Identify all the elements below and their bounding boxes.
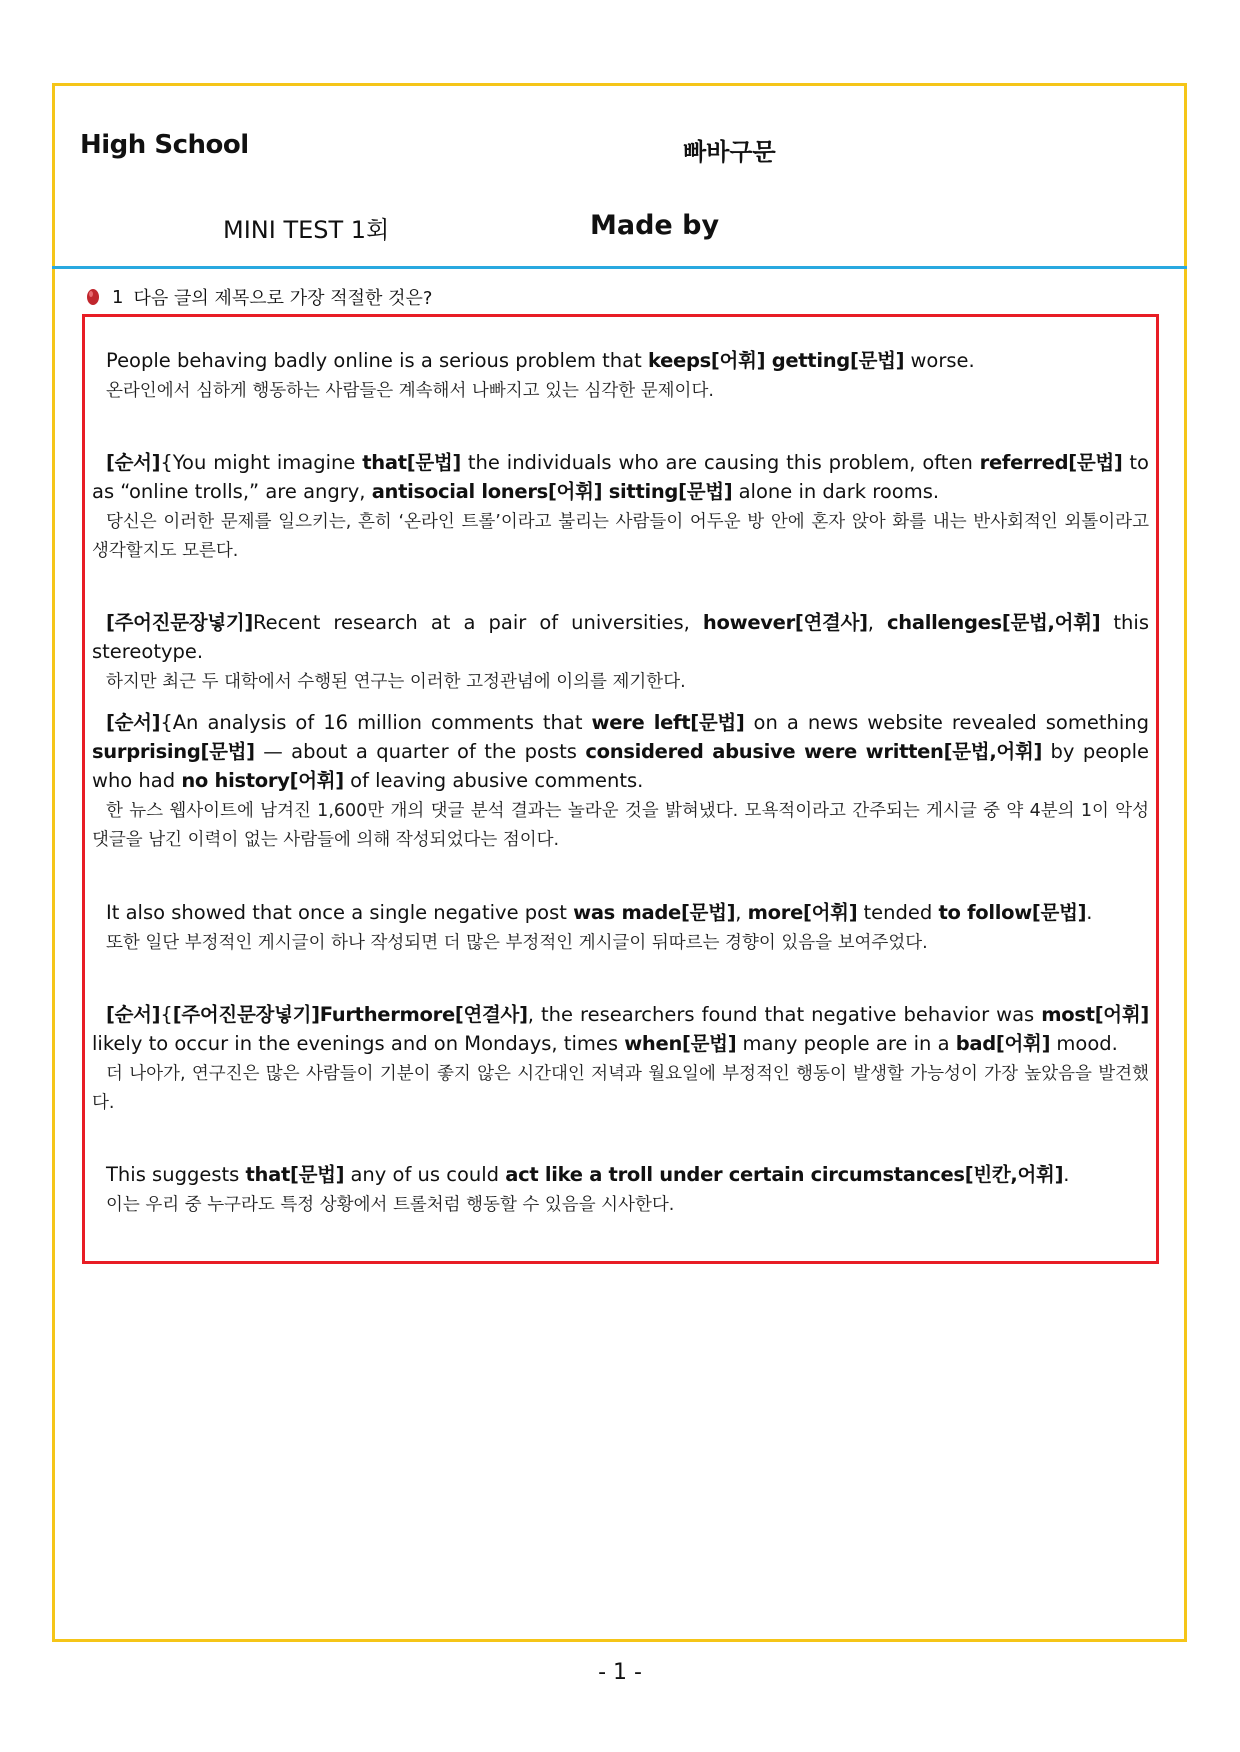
- paragraph-korean: 이는 우리 중 누구라도 특정 상황에서 트롤처럼 행동할 수 있음을 시사한다.: [106, 1195, 675, 1215]
- sentence-text: of leaving abusive comments.: [343, 769, 644, 792]
- annotated-phrase: was made[문법]: [573, 901, 736, 924]
- sentence-text: , the researchers found that negative behavior was: [527, 1003, 1042, 1026]
- paragraph-english: [92, 346, 1149, 375]
- sentence-text: many people are in a: [736, 1032, 956, 1055]
- paragraph-english: [92, 1000, 1149, 1058]
- paragraph: [92, 708, 1149, 855]
- sentence-text: {An analysis of 16 million comments that: [160, 711, 592, 734]
- paragraph: [92, 898, 1149, 958]
- paragraph-english: [92, 608, 1149, 666]
- sentence-text: by people who had: [92, 740, 1149, 792]
- header-divider: [52, 266, 1187, 269]
- annotated-phrase: to follow[문법]: [938, 901, 1087, 924]
- annotated-phrase: challenges[문법,어휘]: [887, 611, 1101, 634]
- paragraph: [92, 1000, 1149, 1118]
- annotated-phrase: [순서]: [106, 451, 161, 474]
- question-number: 1: [112, 286, 124, 308]
- annotated-phrase: [순서]: [106, 1003, 161, 1026]
- annotated-phrase: however[연결사]: [702, 611, 868, 634]
- sentence-text: This suggests: [106, 1163, 246, 1186]
- annotated-phrase: referred[문법]: [979, 451, 1123, 474]
- page-number: - 1 -: [598, 1660, 642, 1685]
- sentence-text: People behaving badly online is a serious problem that: [106, 349, 648, 372]
- question-prompt: [86, 284, 432, 310]
- question-text: 다음 글의 제목으로 가장 적절한 것은?: [133, 288, 433, 309]
- annotated-phrase: that[문법]: [362, 451, 462, 474]
- sentence-text: — about a quarter of the posts: [254, 740, 586, 763]
- paragraph-english: [92, 1160, 1149, 1189]
- sentence-text: It also showed that once a single negative post: [106, 901, 574, 924]
- sentence-text: likely to occur in the evenings and on Mondays, times: [92, 1032, 625, 1055]
- sentence-text: any of us could: [344, 1163, 506, 1186]
- paragraph-korean: 온라인에서 심하게 행동하는 사람들은 계속해서 나빠지고 있는 심각한 문제이다.: [106, 381, 714, 401]
- annotated-phrase: most[어휘]: [1041, 1003, 1149, 1026]
- sentence-text: the individuals who are causing this problem, often: [461, 451, 980, 474]
- sentence-text: tended: [857, 901, 939, 924]
- paragraph-english: [92, 708, 1149, 795]
- sentence-text: on a news website revealed something: [744, 711, 1150, 734]
- annotated-phrase: that[문법]: [245, 1163, 345, 1186]
- annotated-phrase: antisocial loners[어휘] sitting[문법]: [371, 480, 733, 503]
- sentence-text: .: [1063, 1163, 1070, 1186]
- paragraph-korean: 더 나아가, 연구진은 많은 사람들이 기분이 좋지 않은 시간대인 저녁과 월요일에 부정적인 행동이 발생할 가능성이 가장 높았음을 발견했다.: [92, 1064, 1149, 1113]
- sentence-text: mood.: [1050, 1032, 1118, 1055]
- sentence-text: {: [160, 1003, 173, 1026]
- paragraph-english: [92, 898, 1149, 927]
- header-made-by: Made by: [590, 210, 720, 241]
- paragraph: [92, 608, 1149, 697]
- annotated-phrase: [주어진문장넣기]Furthermore[연결사]: [172, 1003, 528, 1026]
- annotated-phrase: surprising[문법]: [92, 740, 255, 763]
- paragraph: [92, 1160, 1149, 1220]
- paragraph-korean: 또한 일단 부정적인 게시글이 하나 작성되면 더 많은 부정적인 게시글이 뒤따르는 경향이 있음을 보여주었다.: [106, 933, 928, 953]
- sentence-text: {You might imagine: [160, 451, 363, 474]
- annotated-phrase: were left[문법]: [591, 711, 745, 734]
- sentence-text: alone in dark rooms.: [732, 480, 940, 503]
- sentence-text: worse.: [904, 349, 975, 372]
- sentence-text: ,: [735, 901, 748, 924]
- annotated-phrase: no history[어휘]: [181, 769, 344, 792]
- header-school: High School: [80, 130, 249, 160]
- annotated-phrase: bad[어휘]: [955, 1032, 1051, 1055]
- annotated-phrase: act like a troll under certain circumstances[빈칸,어휘]: [505, 1163, 1064, 1186]
- annotated-phrase: considered abusive were written[문법,어휘]: [585, 740, 1043, 763]
- sentence-text: Recent research at a pair of universities,: [252, 611, 703, 634]
- annotated-phrase: when[문법]: [624, 1032, 737, 1055]
- paragraph-korean: 한 뉴스 웹사이트에 남겨진 1,600만 개의 댓글 분석 결과는 놀라운 것을 밝혀냈다. 모욕적이라고 간주되는 게시글 중 약 4분의 1이 악성 댓글을 남긴 이력이 없는 사람들에 의해 작성되었다는 점이다.: [92, 801, 1149, 850]
- paragraph: [92, 346, 1149, 406]
- paragraph-korean: 당신은 이러한 문제를 일으키는, 흔히 ‘온라인 트롤’이라고 불리는 사람들이 어두운 방 안에 혼자 앉아 화를 내는 반사회적인 외톨이라고 생각할지도 모른다.: [92, 512, 1149, 561]
- header-title: 빠바구문: [683, 138, 776, 166]
- sentence-text: to as “online trolls,” are angry,: [92, 451, 1149, 503]
- annotated-phrase: more[어휘]: [747, 901, 858, 924]
- annotated-phrase: keeps[어휘] getting[문법]: [647, 349, 905, 372]
- paragraph: [92, 448, 1149, 566]
- header-test-label: MINI TEST 1회: [223, 216, 390, 244]
- sentence-text: ,: [867, 611, 887, 634]
- annotated-phrase: [주어진문장넣기]: [106, 611, 253, 634]
- paragraph-korean: 하지만 최근 두 대학에서 수행된 연구는 이러한 고정관념에 이의를 제기한다.: [106, 672, 686, 692]
- sentence-text: .: [1086, 901, 1093, 924]
- annotated-phrase: [순서]: [106, 711, 161, 734]
- sentence-text: this stereotype.: [92, 611, 1149, 663]
- red-bullet-icon: [86, 288, 100, 306]
- paragraph-english: [92, 448, 1149, 506]
